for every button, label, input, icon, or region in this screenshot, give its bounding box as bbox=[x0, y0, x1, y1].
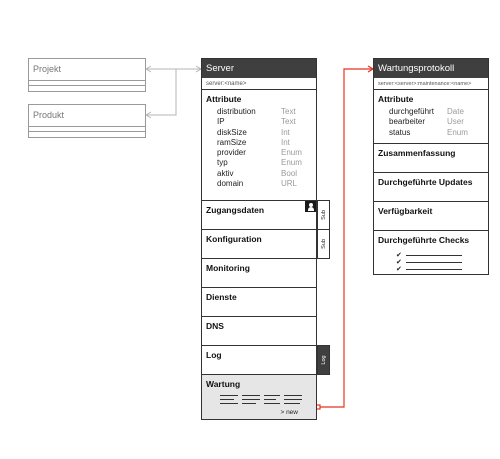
attribute-name: provider bbox=[217, 148, 246, 158]
sub-tab[interactable] bbox=[317, 229, 330, 259]
section-zusammenfassung[interactable] bbox=[374, 144, 488, 173]
section-title: Dienste bbox=[206, 292, 237, 302]
server-entity[interactable] bbox=[201, 58, 327, 420]
attribute-row bbox=[389, 128, 484, 138]
checks-list bbox=[396, 252, 484, 273]
produkt-title: Produkt bbox=[29, 105, 145, 127]
section-dns[interactable] bbox=[202, 317, 316, 346]
attribute-type: Text bbox=[281, 117, 296, 127]
projekt-box[interactable] bbox=[28, 58, 146, 92]
server-key: server:<name> bbox=[202, 78, 316, 90]
attribute-row bbox=[217, 117, 312, 127]
attribute-type: Enum bbox=[447, 127, 468, 137]
attribute-type: Bool bbox=[281, 168, 298, 178]
wartungsprotokoll-entity[interactable] bbox=[373, 58, 489, 275]
produkt-box[interactable] bbox=[28, 104, 146, 138]
sub-tab-label: Sub bbox=[320, 210, 327, 220]
section-checks[interactable] bbox=[374, 231, 488, 274]
check-icon: ✔ bbox=[396, 266, 402, 273]
produkt-connector bbox=[146, 69, 176, 115]
log-tab[interactable] bbox=[317, 345, 330, 375]
check-row bbox=[396, 252, 484, 259]
protokoll-key: server:<server>:maintenance:<name> bbox=[374, 78, 488, 90]
server-attributes-section bbox=[202, 90, 316, 201]
section-title: Verfügbarkeit bbox=[378, 206, 433, 216]
attribute-name: distribution bbox=[217, 107, 256, 116]
attribute-name: status bbox=[389, 127, 411, 137]
section-dienste[interactable] bbox=[202, 288, 316, 317]
ghost-connectors bbox=[146, 66, 201, 118]
attribute-row bbox=[217, 179, 312, 189]
section-title: DNS bbox=[206, 321, 224, 331]
check-icon: ✔ bbox=[396, 259, 402, 266]
new-link[interactable]: > new bbox=[280, 409, 298, 416]
attribute-row bbox=[217, 169, 312, 179]
attribute-type: Int bbox=[281, 137, 290, 147]
protokoll-attributes-section bbox=[374, 90, 488, 144]
produkt-divider bbox=[29, 132, 145, 137]
check-row bbox=[396, 259, 484, 266]
attribute-name: aktiv bbox=[217, 168, 234, 178]
attribute-type: URL bbox=[281, 179, 298, 189]
attribute-type: Date bbox=[447, 107, 464, 116]
lock-icon bbox=[305, 201, 316, 212]
log-tab-label: Log bbox=[320, 355, 327, 365]
section-title: Log bbox=[206, 350, 222, 360]
section-updates[interactable] bbox=[374, 173, 488, 202]
attribute-row bbox=[217, 158, 312, 168]
section-wartung[interactable] bbox=[202, 375, 316, 419]
attribute-row bbox=[217, 107, 312, 117]
section-konfiguration[interactable] bbox=[202, 230, 327, 259]
sub-tab[interactable] bbox=[317, 200, 330, 230]
wartung-list-lines bbox=[220, 395, 302, 407]
server-attribute-list bbox=[217, 107, 312, 189]
section-title: Durchgeführte Updates bbox=[378, 177, 473, 187]
section-title: Konfiguration bbox=[206, 234, 262, 244]
protokoll-title: Wartungsprotokoll bbox=[374, 59, 488, 78]
projekt-divider bbox=[29, 86, 145, 91]
attribute-name: domain bbox=[217, 179, 244, 189]
section-verfuegbarkeit[interactable] bbox=[374, 202, 488, 231]
section-log[interactable] bbox=[202, 346, 327, 375]
check-icon: ✔ bbox=[396, 252, 402, 259]
attribute-row bbox=[389, 107, 484, 117]
section-title: Zugangsdaten bbox=[206, 205, 265, 215]
attribute-name: typ bbox=[217, 158, 228, 168]
attribute-type: Int bbox=[281, 127, 290, 137]
section-title: Monitoring bbox=[206, 263, 250, 273]
attribute-row bbox=[217, 148, 312, 158]
section-title: Durchgeführte Checks bbox=[378, 235, 470, 245]
protokoll-attribute-list bbox=[389, 107, 484, 138]
attribute-type: Enum bbox=[281, 158, 302, 168]
attribute-name: durchgeführt bbox=[389, 107, 434, 116]
section-title: Wartung bbox=[206, 379, 241, 389]
check-line bbox=[406, 269, 462, 270]
attribute-name: diskSize bbox=[217, 127, 247, 137]
attribute-row bbox=[217, 128, 312, 138]
attribute-type: Enum bbox=[281, 148, 302, 158]
attribute-name: IP bbox=[217, 117, 225, 127]
check-line bbox=[406, 262, 462, 263]
projekt-title: Projekt bbox=[29, 59, 145, 81]
attribute-type: User bbox=[447, 117, 464, 127]
attribute-row bbox=[389, 117, 484, 127]
sub-tab-label: Sub bbox=[320, 239, 327, 249]
check-line bbox=[406, 255, 462, 256]
attribute-name: ramSize bbox=[217, 137, 247, 147]
attribute-type: Text bbox=[281, 107, 296, 116]
section-zugangsdaten[interactable] bbox=[202, 201, 327, 230]
attribute-row bbox=[217, 138, 312, 148]
section-monitoring[interactable] bbox=[202, 259, 316, 288]
server-attributes-title: Attribute bbox=[206, 94, 242, 104]
server-title: Server bbox=[202, 59, 316, 78]
section-title: Zusammenfassung bbox=[378, 148, 456, 158]
attribute-name: bearbeiter bbox=[389, 117, 426, 127]
protokoll-attributes-title: Attribute bbox=[378, 94, 414, 104]
check-row bbox=[396, 266, 484, 273]
